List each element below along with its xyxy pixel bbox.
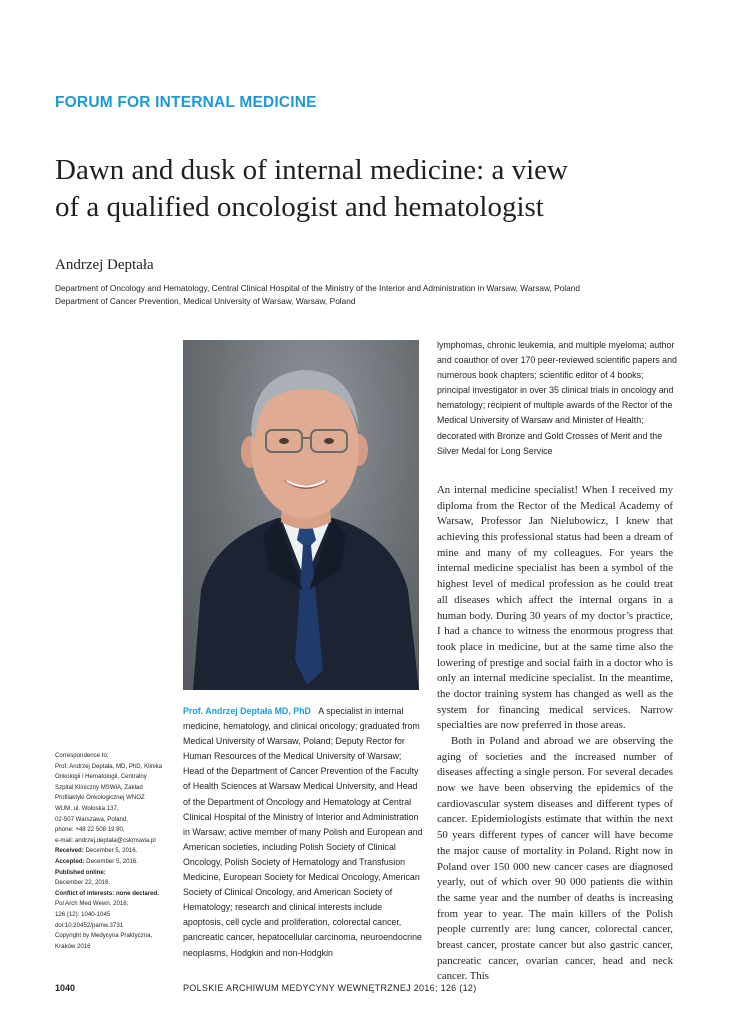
article-body (437, 483, 673, 985)
correspondence-line: e-mail: andrzej.deptala@cskmswia.pl (55, 836, 156, 844)
correspondence-line: Prof. Andrzej Deptała, MD, PhD, Klinika (55, 762, 163, 770)
affiliation-2: Department of Cancer Prevention, Medical University of Warsaw, Warsaw, Poland (55, 296, 356, 306)
bio-author-name: Prof. Andrzej Deptała MD, PhD (183, 706, 311, 716)
author-bio-continuation: lymphomas, chronic leukemia, and multiple myeloma; author and coauthor of over 170 peer-reviewed scientific papers and numerous book chapters; scientific editor of 4 books; principal investigator in over 35 clinical trials in oncology and hematology; recipient of multiple awards of the Rector of the Medical University of Warsaw and Minister of Health; decorated with Bronze and Gold Crosses of Merit and the Silver Medal for Long Service (437, 340, 677, 456)
correspondence-line: Onkologii i Hematologii, Centralny (55, 773, 147, 781)
received-label: Received: (55, 847, 84, 855)
accepted-date (55, 857, 175, 868)
published-label: Published online: (55, 868, 106, 876)
author-name: Andrzej Deptała (55, 257, 154, 273)
received-date (55, 846, 175, 857)
published-value: December 22, 2016. (55, 879, 111, 887)
conflict-statement: Conflict of interests: none declared. (55, 889, 159, 897)
accepted-value: December 5, 2016. (86, 857, 138, 865)
affiliation-1: Department of Oncology and Hematology, Central Clinical Hospital of the Ministry of the Interior and Administration in Warsaw, Warsaw, Poland (55, 283, 580, 293)
correspondence-heading: Correspondence to: (55, 752, 109, 759)
body-paragraph-1: An internal medicine specialist! When I received my diploma from the Rector of the Medical Academy of Warsaw, Professor Jan Nielubowicz, I knew that achieving this professional status had been a dream of mine and many of my colleagues. For years the internal medicine specialist has been a symbol of the highest level of medical profession as he could treat all diseases which affect the internal organs in a human body. During 30 years of my doctor’s practice, I had a chance to witness the enormous progress that took place in medicine, but at the same time also the lowering of prestige and social faith in a doctor who is only an internal medicine specialist. In the meantime, the doctor training system has changed as well as the system for financing medical services. Narrow specialties are now preferred in those areas. (437, 484, 673, 732)
received-value: December 5, 2016. (85, 847, 138, 855)
citation-line: doi:10.20452/pamw.3731 (55, 921, 124, 929)
title-line-2: of a qualified oncologist and hematologist (55, 191, 544, 223)
citation-line: 126 (12): 1040-1045 (55, 910, 111, 918)
citation-line: Pol Arch Med Wewn. 2016; (55, 900, 129, 908)
bio-text: A specialist in internal medicine, hematology, and clinical oncology; graduated from Medical University of Warsaw, Poland; Deputy Rector for Human Resources of the Medical University of Warsaw; Head of the Department of Cancer Prevention of the Faculty of Health Sciences at Warsaw Medical University, and Head of the Department of Oncology and Hematology at Central Clinical Hospital of the Ministry of Interior and Administration in Warsaw; active member of many Polish and European and American societies, including Polish Society of Clinical Oncology, Polish Society of Hematology and Transfusion Medicine, European Society for Medical Oncology, American Society of Clinical Oncology, and American Society of Hematology; research and clinical interests include apoptosis, cell cycle and proliferation, colorectal cancer, pancreatic cancer, hepatocellular carcinoma, neuroendocrine neoplasms, Hodgkin and non-Hodgkin (183, 706, 423, 958)
page-number: 1040 (55, 983, 76, 993)
section-label: FORUM FOR INTERNAL MEDICINE (55, 94, 317, 111)
affiliations (55, 282, 695, 308)
correspondence-line: Profilaktyki Onkologicznej WNOZ (55, 794, 145, 802)
body-paragraph-2: Both in Poland and abroad we are observing the aging of societies and the increased number of diseases affecting a single person. For several decades now we have been observing the epidemics of the cardiovascular system diseases and different types of cancer. Epidemiologists estimate that within the next 50 years different types of cancer will have become the major cause of mortality in Poland. Right now in Poland over 150 000 new cancer cases are diagnosed yearly, out of which over 90 000 patients die within the same year and the number of deaths is increasing from year to year. The main killers of the Polish people currently are: lung cancer, colorectal cancer, breast cancer, prostate cancer but also gastric cancer, pancreatic cancer, ovarian cancer, head and neck cancer. This (437, 735, 673, 983)
article-title (55, 152, 695, 226)
title-line-1: Dawn and dusk of internal medicine: a view (55, 154, 568, 186)
correspondence-line: 02-507 Warszawa, Poland, (55, 815, 128, 823)
article-info-sidebar (55, 751, 175, 952)
correspondence-line: phone: +48 22 508 19 80, (55, 826, 125, 834)
author-portrait-illustration (183, 340, 419, 690)
author-photo (183, 340, 419, 690)
journal-citation: POLSKIE ARCHIWUM MEDYCYNY WEWNĘTRZNEJ 2016; 126 (12) (183, 983, 477, 993)
citation-line: Copyright by Medycyna Praktyczna, (55, 932, 153, 940)
accepted-label: Accepted: (55, 857, 85, 865)
correspondence-line: WUM, ul. Wołoska 137, (55, 804, 119, 812)
page-footer (0, 983, 736, 1003)
citation-line: Kraków 2016 (55, 942, 91, 950)
author-bio (183, 704, 423, 961)
correspondence-line: Szpital Kliniczny MSWiA, Zakład (55, 783, 143, 791)
